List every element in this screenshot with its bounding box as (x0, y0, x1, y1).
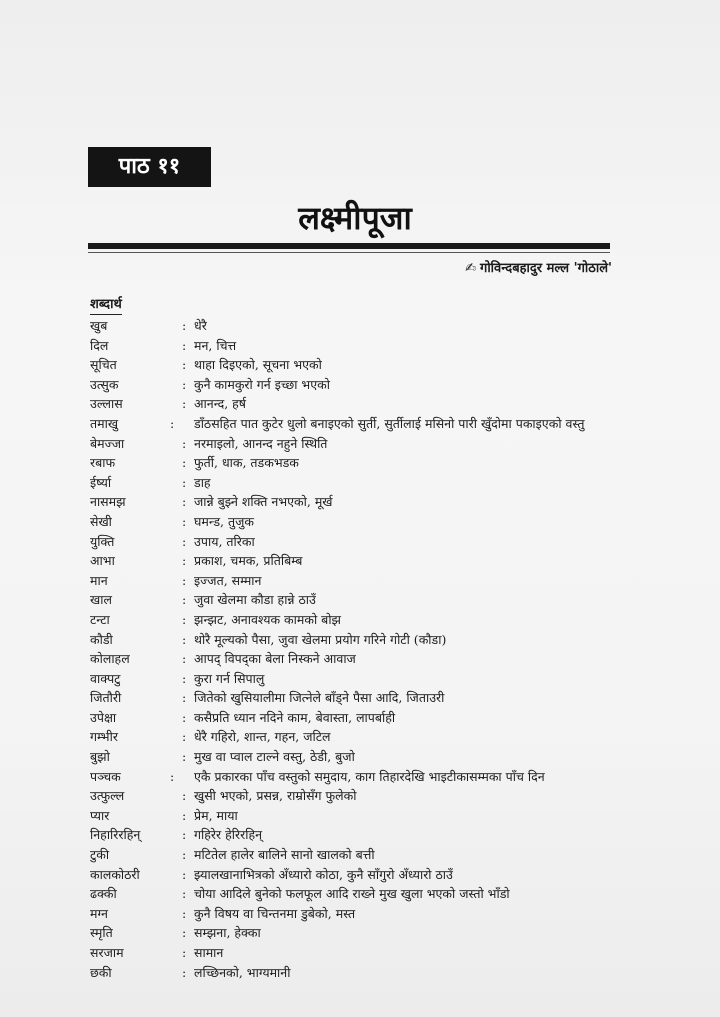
definition-separator: : (182, 925, 187, 941)
glossary-meaning: मुख वा प्वाल टाल्ने वस्तु, ठेडी, बुजो (194, 749, 355, 765)
definition-separator: : (182, 533, 187, 549)
glossary-definition (182, 747, 620, 767)
glossary-entry (90, 316, 620, 336)
glossary-entry (90, 943, 620, 963)
glossary-meaning: जुवा खेलमा कौडा हान्ने ठाउँ (194, 592, 316, 608)
definition-separator: : (182, 357, 187, 373)
glossary-definition (182, 806, 620, 826)
glossary-term: छकी (90, 964, 112, 980)
glossary-term: बुझो (90, 749, 110, 765)
definition-separator: : (182, 631, 187, 647)
glossary-term: सेखी (90, 513, 112, 529)
glossary-entry (90, 727, 620, 747)
definition-separator: : (182, 611, 187, 627)
glossary-term: मग्न (90, 905, 108, 921)
glossary-meaning: डाँठसहित पात कुटेर धुलो बनाइएको सुर्ती, सुर्तीलाई मसिनो पारी खुँदोमा पकाइएको वस्तु (194, 415, 585, 431)
definition-separator: : (182, 964, 187, 980)
glossary-definition (182, 669, 620, 689)
glossary-definition (182, 316, 620, 336)
glossary-definition (182, 786, 620, 806)
glossary-meaning: झन्झट, अनावश्यक कामको बोझ (194, 611, 342, 627)
glossary-meaning: थाहा दिइएको, सूचना भएको (194, 357, 322, 373)
glossary-definition (182, 688, 620, 708)
glossary-entry (90, 532, 620, 552)
glossary-meaning: आपद् विपद्का बेला निस्कने आवाज (194, 651, 356, 667)
glossary-definition (182, 394, 620, 414)
definition-separator: : (182, 945, 187, 960)
glossary-entry (90, 688, 620, 708)
glossary-term: दिल (90, 337, 109, 353)
glossary-definition (182, 551, 620, 571)
definition-separator: : (182, 827, 187, 843)
glossary-definition (182, 649, 620, 669)
definition-separator: : (182, 396, 187, 412)
glossary-list (90, 316, 620, 982)
glossary-definition (182, 884, 620, 904)
glossary-entry (90, 747, 620, 767)
glossary-entry (90, 375, 620, 395)
glossary-term: जितौरी (90, 690, 122, 706)
definition-separator: : (182, 886, 187, 902)
glossary-entry (90, 551, 620, 571)
glossary-meaning: झ्यालखानाभित्रको अँध्यारो कोठा, कुनै साँगुरो अँध्यारो ठाउँ (194, 866, 453, 882)
glossary-term: उत्फुल्ल (90, 788, 125, 804)
glossary-definition (182, 571, 620, 591)
definition-separator: : (182, 807, 187, 823)
glossary-entry (90, 336, 620, 356)
glossary-definition (182, 865, 620, 885)
chapter-label: पाठ ११ (88, 147, 211, 187)
definition-separator: : (182, 455, 187, 471)
glossary-entry (90, 414, 620, 434)
glossary-entry (90, 708, 620, 728)
glossary-entry (90, 865, 620, 885)
glossary-definition (182, 512, 620, 532)
lesson-title: लक्ष्मीपूजा (298, 199, 412, 237)
definition-separator: : (182, 905, 187, 921)
author-line (465, 259, 612, 279)
definition-separator: : (182, 847, 187, 863)
glossary-entry (90, 630, 620, 650)
glossary-term: सूचित (90, 357, 117, 373)
glossary-term: उपेक्षा (90, 709, 117, 725)
glossary-meaning: इज्जत, सम्मान (194, 572, 262, 588)
glossary-term: उल्लास (90, 396, 123, 412)
definition-separator: : (182, 749, 187, 765)
glossary-entry (90, 453, 620, 473)
glossary-definition (182, 590, 620, 610)
glossary-definition (182, 727, 620, 747)
glossary-entry (90, 590, 620, 610)
glossary-meaning: खुसी भएको, प्रसन्न, राम्रोसँग फुलेको (194, 788, 357, 804)
glossary-entry (90, 767, 620, 787)
glossary-definition (182, 923, 620, 943)
glossary-definition (182, 532, 620, 552)
author-name: गोविन्दबहादुर मल्ल 'गोठाले' (480, 261, 612, 276)
glossary-meaning: जितेको खुसियालीमा जित्नेले बाँड्ने पैसा आदि, जिताउरी (194, 690, 445, 706)
glossary-entry (90, 394, 620, 414)
glossary-definition (182, 904, 620, 924)
glossary-meaning: चोया आदिले बुनेको फलफूल आदि राख्ने मुख खुला भएको जस्तो भाँडो (194, 886, 510, 902)
glossary-definition (170, 414, 620, 434)
definition-separator: : (182, 690, 187, 706)
glossary-definition (182, 473, 620, 493)
pen-icon: ✍ (465, 261, 476, 276)
glossary-entry (90, 923, 620, 943)
glossary-meaning: कुरा गर्न सिपालु (194, 670, 265, 686)
glossary-term: कोलाहल (90, 651, 130, 667)
glossary-definition (182, 943, 620, 963)
glossary-entry (90, 884, 620, 904)
glossary-meaning: धेरै गहिरो, शान्त, गहन, जटिल (194, 729, 331, 745)
glossary-term: टन्टा (90, 611, 110, 627)
glossary-entry (90, 649, 620, 669)
glossary-term: आभा (90, 553, 115, 569)
glossary-meaning: कसैप्रति ध्यान नदिने काम, बेवास्ता, लापर्बाही (194, 709, 396, 725)
glossary-definition (182, 453, 620, 473)
glossary-meaning: एकै प्रकारका पाँच वस्तुको समुदाय, काग तिहारदेखि भाइटीकासम्मका पाँच दिन (194, 768, 545, 784)
definition-separator: : (182, 553, 187, 569)
glossary-entry (90, 492, 620, 512)
glossary-meaning: लच्छिनको, भाग्यमानी (194, 964, 291, 980)
glossary-term: नासमझ (90, 494, 126, 510)
glossary-definition (182, 825, 620, 845)
glossary-entry (90, 355, 620, 375)
glossary-definition (182, 355, 620, 375)
glossary-entry (90, 904, 620, 924)
glossary-term: स्मृति (90, 925, 113, 941)
title-divider-thin (88, 252, 610, 253)
glossary-meaning: कुनै विषय वा चिन्तनमा डुबेको, मस्त (194, 905, 356, 921)
definition-separator: : (182, 670, 187, 686)
definition-separator: : (182, 513, 187, 529)
glossary-meaning: प्रकाश, चमक, प्रतिबिम्ब (194, 553, 303, 569)
glossary-definition (182, 492, 620, 512)
glossary-meaning: घमन्ड, तुजुक (194, 513, 254, 529)
glossary-meaning: धेरै (194, 318, 207, 333)
glossary-entry (90, 434, 620, 454)
glossary-term: बेमज्जा (90, 435, 125, 451)
definition-separator: : (182, 866, 187, 882)
definition-separator: : (182, 592, 187, 608)
glossary-entry (90, 806, 620, 826)
glossary-meaning: प्रेम, माया (194, 807, 238, 823)
glossary-term: ईर्ष्या (90, 474, 112, 490)
glossary-heading: शब्दार्थ (90, 296, 122, 315)
glossary-entry (90, 669, 620, 689)
definition-separator: : (182, 376, 187, 392)
glossary-definition (182, 375, 620, 395)
glossary-definition (170, 767, 620, 787)
glossary-definition (182, 963, 620, 983)
definition-separator: : (182, 474, 187, 490)
definition-separator: : (182, 788, 187, 804)
glossary-meaning: डाह (194, 474, 211, 490)
definition-separator: : (170, 768, 175, 784)
glossary-term: कौडी (90, 631, 113, 647)
glossary-meaning: जान्ने बुझ्ने शक्ति नभएको, मूर्ख (194, 494, 333, 510)
glossary-term: प्यार (90, 807, 110, 823)
glossary-meaning: मटितेल हालेर बालिने सानो खालको बत्ती (194, 847, 375, 863)
glossary-term: निहारिरहिन् (90, 827, 141, 843)
glossary-entry (90, 845, 620, 865)
glossary-meaning: कुनै कामकुरो गर्न इच्छा भएको (194, 376, 330, 392)
glossary-term: ढक्की (90, 886, 117, 902)
glossary-definition (182, 630, 620, 650)
glossary-definition (182, 845, 620, 865)
definition-separator: : (182, 572, 187, 588)
definition-separator: : (182, 337, 187, 353)
glossary-term: खाल (90, 592, 112, 608)
glossary-entry (90, 963, 620, 983)
glossary-entry (90, 571, 620, 591)
glossary-meaning: सामान (194, 945, 224, 960)
glossary-entry (90, 610, 620, 630)
glossary-meaning: थोरै मूल्यको पैसा, जुवा खेलमा प्रयोग गरिने गोटी (कौडा) (194, 631, 447, 647)
glossary-definition (182, 434, 620, 454)
definition-separator: : (182, 318, 187, 333)
glossary-term: तमाखु (90, 415, 119, 431)
definition-separator: : (182, 709, 187, 725)
glossary-definition (182, 336, 620, 356)
glossary-term: सरजाम (90, 945, 124, 960)
glossary-term: टुकी (90, 847, 110, 863)
glossary-meaning: सम्झना, हेक्का (194, 925, 261, 941)
glossary-term: खुब (90, 318, 108, 333)
glossary-entry (90, 825, 620, 845)
glossary-definition (182, 708, 620, 728)
glossary-term: युक्ति (90, 533, 115, 549)
definition-separator: : (182, 435, 187, 451)
glossary-meaning: फुर्ती, धाक, तडकभडक (194, 455, 299, 471)
glossary-meaning: आनन्द, हर्ष (194, 396, 247, 412)
title-divider (88, 243, 610, 249)
definition-separator: : (182, 729, 187, 745)
glossary-entry (90, 512, 620, 532)
glossary-term: उत्सुक (90, 376, 119, 392)
definition-separator: : (182, 494, 187, 510)
glossary-term: पञ्चक (90, 768, 121, 784)
glossary-term: कालकोठरी (90, 866, 140, 882)
glossary-term: गम्भीर (90, 729, 118, 745)
glossary-meaning: नरमाइलो, आनन्द नहुने स्थिति (194, 435, 328, 451)
glossary-term: मान (90, 572, 108, 588)
glossary-term: रबाफ (90, 455, 116, 471)
glossary-term: वाक्पटु (90, 670, 121, 686)
glossary-meaning: मन, चित्त (194, 337, 237, 353)
definition-separator: : (170, 415, 175, 431)
glossary-definition (182, 610, 620, 630)
glossary-meaning: गहिरेर हेरिरहिन् (194, 827, 263, 843)
glossary-meaning: उपाय, तरिका (194, 533, 255, 549)
definition-separator: : (182, 651, 187, 667)
glossary-entry (90, 473, 620, 493)
glossary-entry (90, 786, 620, 806)
